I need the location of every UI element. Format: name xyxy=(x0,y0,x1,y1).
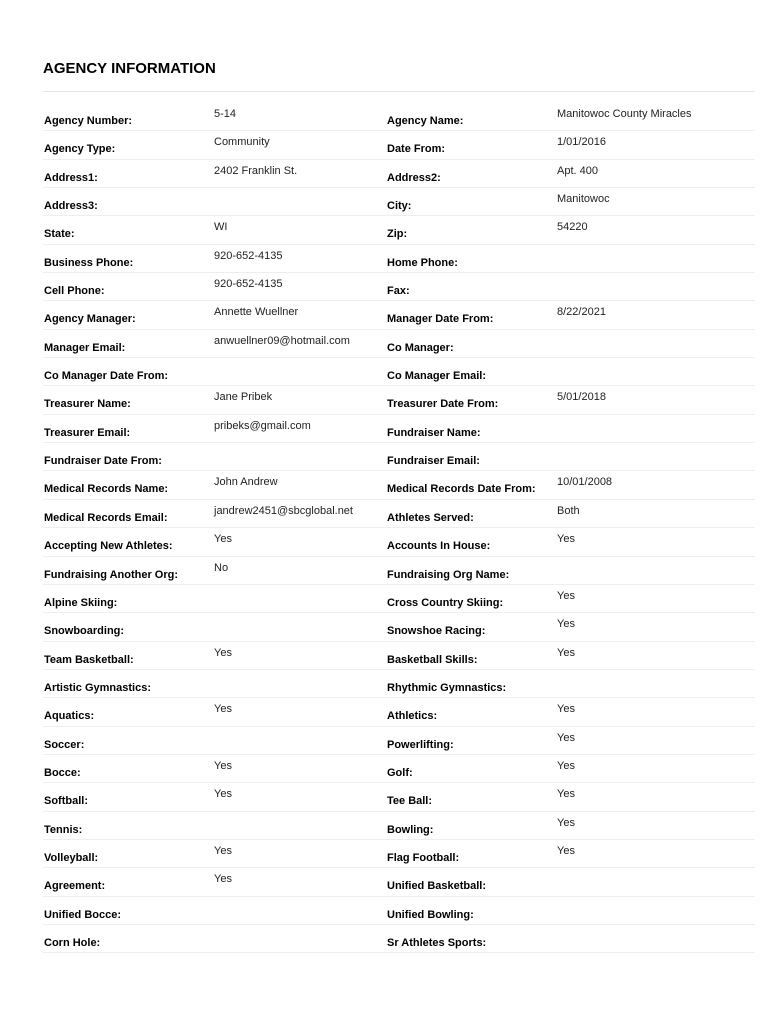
field-value: Manitowoc xyxy=(557,193,610,206)
field-value: Yes xyxy=(214,646,232,659)
field-label: Agency Manager: xyxy=(44,313,136,326)
info-row xyxy=(43,471,755,499)
field-value: 5/01/2018 xyxy=(557,391,606,404)
field-label: Treasurer Name: xyxy=(44,398,131,411)
field-label: Volleyball: xyxy=(44,851,99,864)
field-label: Snowboarding: xyxy=(44,625,125,638)
field-value: Yes xyxy=(214,703,232,716)
field-value: Yes xyxy=(557,759,575,772)
field-value: Yes xyxy=(557,703,575,716)
info-row xyxy=(43,500,755,528)
field-value: John Andrew xyxy=(214,476,278,489)
field-value: WI xyxy=(214,221,228,234)
field-value: No xyxy=(214,561,229,574)
field-label: Address1: xyxy=(44,171,98,184)
field-label: Address2: xyxy=(387,171,441,184)
field-value: Yes xyxy=(557,646,575,659)
field-label: Treasurer Date From: xyxy=(387,398,499,411)
field-label: Medical Records Email: xyxy=(44,511,168,524)
field-label: Home Phone: xyxy=(387,256,458,269)
field-value: 8/22/2021 xyxy=(557,306,606,319)
info-row xyxy=(43,415,755,443)
field-label: Unified Bowling: xyxy=(387,908,474,921)
field-label: Address3: xyxy=(44,200,98,213)
field-label: Fundraiser Name: xyxy=(387,426,481,439)
info-row xyxy=(43,727,755,755)
info-row xyxy=(43,273,755,301)
field-label: Fax: xyxy=(387,285,410,298)
field-label: City: xyxy=(387,200,412,213)
info-row xyxy=(43,216,755,244)
field-value: Yes xyxy=(214,533,232,546)
field-label: Snowshoe Racing: xyxy=(387,625,486,638)
field-value: Annette Wuellner xyxy=(214,306,299,319)
field-label: Softball: xyxy=(44,795,88,808)
field-value: Yes xyxy=(557,788,575,801)
field-value: 920-652-4135 xyxy=(214,278,283,291)
field-value: 5-14 xyxy=(214,108,237,120)
field-label: Manager Date From: xyxy=(387,313,494,326)
field-label: Athletics: xyxy=(387,710,438,723)
field-value: 10/01/2008 xyxy=(557,476,613,489)
field-label: Corn Hole: xyxy=(44,936,101,949)
field-label: Cell Phone: xyxy=(44,285,105,298)
field-label: Bowling: xyxy=(387,823,434,836)
field-label: Agreement: xyxy=(44,880,106,893)
field-label: Fundraising Another Org: xyxy=(44,568,179,581)
field-label: Business Phone: xyxy=(44,256,134,269)
field-label: Treasurer Email: xyxy=(44,426,131,439)
info-row xyxy=(43,783,755,811)
info-row xyxy=(43,698,755,726)
info-row xyxy=(43,188,755,216)
field-label: Team Basketball: xyxy=(44,653,134,666)
field-value: Yes xyxy=(214,759,232,772)
field-label: Soccer: xyxy=(44,738,85,751)
field-label: Artistic Gymnastics: xyxy=(44,681,151,694)
field-value: 1/01/2016 xyxy=(557,136,606,149)
field-value: Community xyxy=(214,136,270,149)
info-row xyxy=(43,840,755,868)
field-label: Co Manager Date From: xyxy=(44,370,169,383)
info-row xyxy=(43,557,755,585)
agency-info-table xyxy=(43,103,755,953)
field-label: Accounts In House: xyxy=(387,540,491,553)
field-label: Basketball Skills: xyxy=(387,653,478,666)
info-row xyxy=(43,868,755,896)
info-row xyxy=(43,160,755,188)
field-value: Yes xyxy=(214,844,232,857)
info-row xyxy=(43,755,755,783)
info-row xyxy=(43,812,755,840)
field-value: 2402 Franklin St. xyxy=(214,164,298,177)
field-value: Both xyxy=(557,504,580,517)
field-value: Yes xyxy=(557,533,575,546)
field-label: Fundraiser Date From: xyxy=(44,455,162,468)
field-label: Golf: xyxy=(387,766,413,779)
field-value: Yes xyxy=(557,816,575,829)
page-title: AGENCY INFORMATION xyxy=(43,60,216,77)
field-value: Apt. 400 xyxy=(557,164,598,177)
info-row xyxy=(43,301,755,329)
info-row xyxy=(43,358,755,386)
info-row xyxy=(43,443,755,471)
info-row xyxy=(43,642,755,670)
field-value: pribeks@gmail.com xyxy=(214,419,311,432)
field-value: Yes xyxy=(214,788,232,801)
field-label: Flag Football: xyxy=(387,851,460,864)
title-divider xyxy=(43,91,755,92)
field-label: Sr Athletes Sports: xyxy=(387,936,487,949)
field-label: Cross Country Skiing: xyxy=(387,596,504,609)
field-value: jandrew2451@sbcglobal.net xyxy=(214,504,353,517)
info-row xyxy=(43,613,755,641)
field-label: Aquatics: xyxy=(44,710,95,723)
info-row xyxy=(43,131,755,159)
info-row xyxy=(43,897,755,925)
info-row xyxy=(43,585,755,613)
info-row xyxy=(43,386,755,414)
field-label: Medical Records Name: xyxy=(44,483,169,496)
field-label: Agency Name: xyxy=(387,115,464,127)
field-value: anwuellner09@hotmail.com xyxy=(214,334,350,347)
field-label: Manager Email: xyxy=(44,341,126,354)
field-value: 920-652-4135 xyxy=(214,249,283,262)
field-label: State: xyxy=(44,228,75,241)
field-label: Bocce: xyxy=(44,766,81,779)
field-value: Yes xyxy=(557,618,575,631)
info-row xyxy=(43,330,755,358)
field-label: Alpine Skiing: xyxy=(44,596,118,609)
field-label: Zip: xyxy=(387,228,408,241)
info-row xyxy=(43,245,755,273)
field-label: Agency Number: xyxy=(44,115,133,127)
field-label: Agency Type: xyxy=(44,143,116,156)
field-label: Date From: xyxy=(387,143,446,156)
field-label: Co Manager Email: xyxy=(387,370,487,383)
info-row xyxy=(43,670,755,698)
field-value: Yes xyxy=(557,589,575,602)
field-label: Tennis: xyxy=(44,823,83,836)
field-label: Athletes Served: xyxy=(387,511,474,524)
field-label: Powerlifting: xyxy=(387,738,454,751)
field-label: Rhythmic Gymnastics: xyxy=(387,681,507,694)
field-label: Tee Ball: xyxy=(387,795,433,808)
info-row xyxy=(43,925,755,953)
field-value: Yes xyxy=(214,873,232,886)
field-label: Unified Bocce: xyxy=(44,908,122,921)
field-label: Unified Basketball: xyxy=(387,880,487,893)
field-label: Co Manager: xyxy=(387,341,454,354)
field-value: Jane Pribek xyxy=(214,391,273,404)
field-value: 54220 xyxy=(557,221,588,234)
field-value: Yes xyxy=(557,731,575,744)
field-value: Manitowoc County Miracles xyxy=(557,108,692,120)
field-value: Yes xyxy=(557,844,575,857)
field-label: Fundraiser Email: xyxy=(387,455,480,468)
info-row xyxy=(43,528,755,556)
field-label: Medical Records Date From: xyxy=(387,483,536,496)
info-row xyxy=(43,103,755,131)
field-label: Accepting New Athletes: xyxy=(44,540,173,553)
field-label: Fundraising Org Name: xyxy=(387,568,510,581)
